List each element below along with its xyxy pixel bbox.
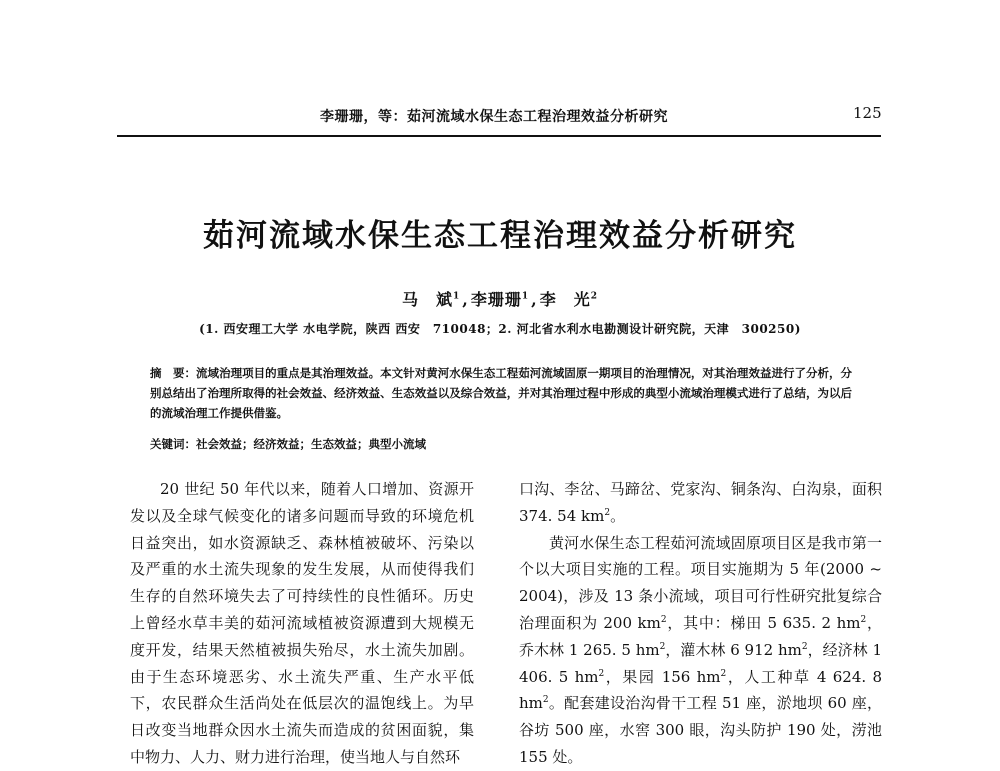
keywords-text: 社会效益；经济效益；生态效益；典型小流域 [196,437,426,451]
text-run: 。配套建设治沟骨干工程 51 座，淤地坝 60 座，谷坊 500 座，水窖 300 眼，沟头防护 190 处，涝池 155 处。 [519,694,882,766]
unit-superscript: 2 [860,614,867,625]
header-rule [117,135,881,137]
page-number: 125 [853,104,882,122]
running-header-title: 李珊珊，等：茹河流域水保生态工程治理效益分析研究 [320,109,668,125]
article-title: 茹河流域水保生态工程治理效益分析研究 [203,218,797,254]
text-run: ，其中：梯田 5 635. 2 hm [666,613,861,632]
unit-superscript: 2 [598,668,605,679]
body-paragraph [519,530,882,771]
author-1: 马 斌$^1$ [402,290,461,309]
body-paragraph: 20 世纪 50 年代以来，随着人口增加、资源开发以及全球气候变化的诸多问题而导致的环境危机日益突出，如水资源缺乏、森林植被破坏、污染以及严重的水土流失现象的发生发展，从而使得我们生存的自然环境失去了可持续性的良性循环。历史上曾经水草丰美的茹河流域植被资源遭到大规模无度开发，结果天然植被损失殆尽，水土流失加剧。由于生态环境恶劣、水土流失严重、生产水平低下，农民群众生活尚处在低层次的温饱线上。为早日改变当地群众因水土流失而造成的贫困面貌，集中物力、人力、财力进行治理，使当地人与自然环 [130,480,474,766]
text-run: 黄河水保生态工程茹河流域固原项目区是我市第一个以大项目实施的工程。项目实施期为 5 年(2000 ~ 2004)，涉及 13 条小流域，项目可行性研究批复综合治理面积为 200 km [519,533,882,632]
author-3: 李 光$^2$ [539,290,598,309]
body-column-right [519,476,882,771]
body-paragraph-continued: 口沟、李岔、马蹄岔、党家沟、铜条沟、白沟泉，面积 374. 54 $km^2$。 [519,480,882,525]
author-2: 李珊珊$^1$ [470,290,530,309]
abstract-text: 流域治理项目的重点是其治理效益。本文针对黄河水保生态工程茹河流域固原一期项目的治理情况，对其治理效益进行了分析，分别总结出了治理所取得的社会效益、经济效益、生态效益以及综合效益，并对其治理过程中形成的典型小流域治理模式进行了总结，为以后的流域治理工作提供借鉴。 [150,366,853,420]
unit-superscript: 2 [659,641,666,652]
text-run: ，果园 156 hm [604,667,721,686]
affiliations: (1. 西安理工大学 水电学院，陕西 西安 710048；2. 河北省水利水电勘测设计研究院，天津 300250) [199,322,801,336]
unit-superscript: 2 [542,695,549,706]
unit-superscript: 2 [801,641,808,652]
text-run: ，灌木林 6 912 hm [665,640,802,659]
body-column-left [130,476,474,771]
abstract-label: 摘 要： [150,366,197,380]
text-run: ，乔木林 1 265. 5 hm [519,613,882,659]
author-list: 马 斌$^1$ , 李珊珊$^1$ , 李 光$^2$ [402,290,598,309]
keywords-label: 关键词： [150,437,196,451]
keywords [150,436,426,452]
text-run: ，人工种草 4 624. 8 hm [519,667,882,713]
abstract [150,363,852,423]
unit-superscript: 2 [660,614,667,625]
unit-superscript: 2 [720,668,727,679]
text-run: ，经济林 1 406. 5 hm [519,640,882,686]
